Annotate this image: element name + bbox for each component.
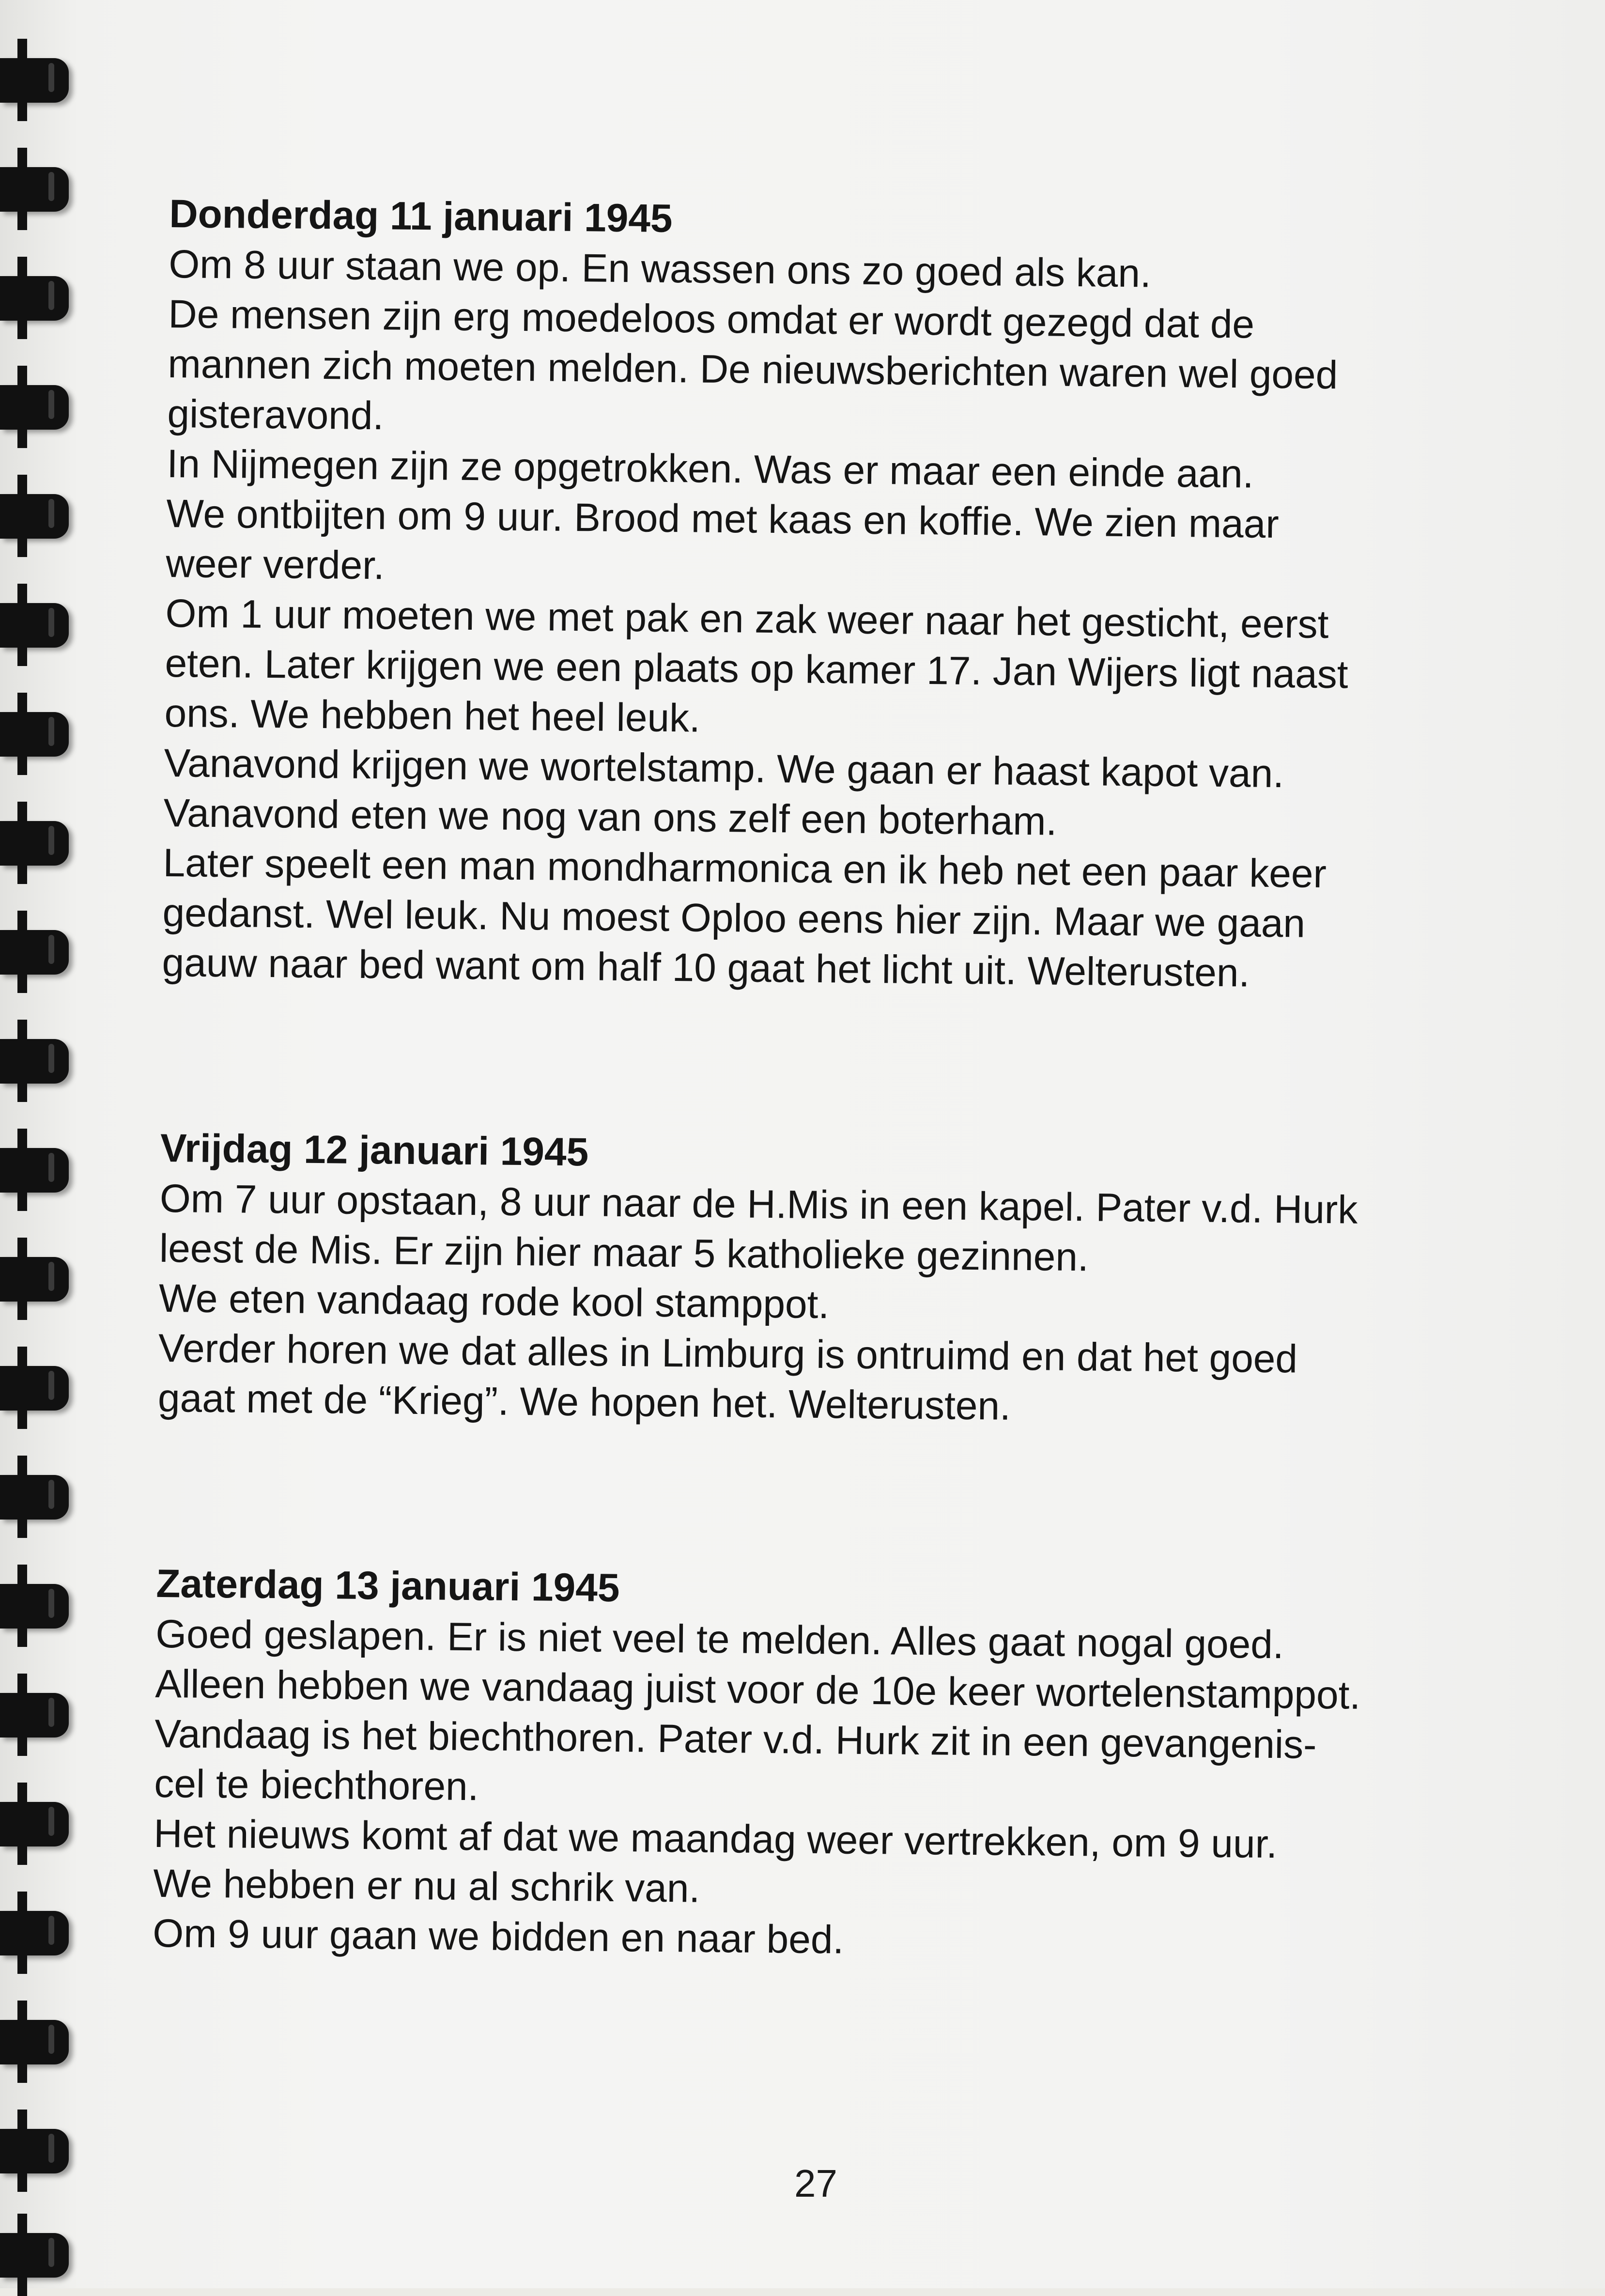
page-number: 27 <box>794 2162 837 2205</box>
entry-line: Vanavond eten we nog van ons zelf een boterham. <box>163 791 1057 844</box>
entry-line: Vanavond krijgen we wortelstamp. We gaan er haast kapot van. <box>164 741 1284 796</box>
entry-line: gauw naar bed want om half 10 gaat het licht uit. Welterusten. <box>162 940 1250 995</box>
entry-line: In Nijmegen zijn ze opgetrokken. Was er maar een einde aan. <box>167 441 1254 496</box>
binding-ring <box>0 2233 69 2278</box>
entry-line: Het nieuws komt af dat we maandag weer vertrekken, om 9 uur. <box>153 1811 1278 1867</box>
binding-ring <box>0 2020 69 2064</box>
binding-ring <box>0 1039 69 1084</box>
binding-ring <box>0 494 69 539</box>
entry-line: We ontbijten om 9 uur. Brood met kaas en koffie. We zien maar <box>166 491 1280 547</box>
entry-line: Later speelt een man mondharmonica en ik heb net een paar keer <box>163 840 1327 896</box>
binding-ring <box>0 603 69 648</box>
binding-ring <box>0 1366 69 1411</box>
binding-ring <box>0 1475 69 1520</box>
binding-ring <box>0 930 69 975</box>
entry-line: Goed geslapen. Er is niet veel te melden. Alles gaat nogal goed. <box>155 1612 1284 1667</box>
entry-line: Om 8 uur staan we op. En wassen ons zo goed als kan. <box>169 242 1152 296</box>
binding-ring <box>0 1802 69 1846</box>
entry-line: leest de Mis. Er zijn hier maar 5 katholieke gezinnen. <box>159 1226 1089 1280</box>
entry-title: Vrijdag 12 januari 1945 <box>160 1126 589 1175</box>
entry-line: Om 7 uur opstaan, 8 uur naar de H.Mis in een kapel. Pater v.d. Hurk <box>159 1176 1358 1232</box>
entry-line: De mensen zijn erg moedeloos omdat er wordt gezegd dat de <box>168 292 1255 347</box>
diary-entry <box>162 189 1526 1001</box>
binding-ring <box>0 1148 69 1193</box>
entry-line: Alleen hebben we vandaag juist voor de 10e keer wortelenstamppot. <box>154 1661 1361 1718</box>
binding-ring <box>0 58 69 103</box>
spiral-binding <box>0 0 73 2288</box>
entry-title: Donderdag 11 januari 1945 <box>169 191 673 241</box>
entry-line: We hebben er nu al schrik van. <box>153 1861 700 1911</box>
diary-content <box>151 189 1526 2107</box>
entry-line: gaat met de “Krieg”. We hopen het. Welterusten. <box>157 1376 1011 1428</box>
entry-line: We eten vandaag rode kool stamppot. <box>158 1276 830 1327</box>
binding-ring <box>0 821 69 866</box>
diary-entry <box>153 1559 1512 1971</box>
entry-line: mannen zich moeten melden. De nieuwsberichten waren wel goed <box>168 341 1338 398</box>
entry-line: cel te biechthoren. <box>154 1761 479 1809</box>
binding-ring <box>0 1584 69 1629</box>
binding-ring <box>0 385 69 430</box>
entry-line: ons. We hebben het heel leuk. <box>164 691 701 741</box>
binding-ring <box>0 167 69 212</box>
binding-ring <box>0 1911 69 1955</box>
binding-ring <box>0 2129 69 2173</box>
entry-line: gisteravond. <box>167 391 384 438</box>
entry-title: Zaterdag 13 januari 1945 <box>155 1561 620 1611</box>
entry-line: Om 1 uur moeten we met pak en zak weer naar het gesticht, eerst <box>165 591 1329 647</box>
binding-ring <box>0 276 69 321</box>
diary-entry <box>158 1123 1517 1436</box>
entry-line: weer verder. <box>166 541 385 588</box>
entry-line: Om 9 uur gaan we bidden en naar bed. <box>152 1911 844 1962</box>
binding-ring <box>0 1257 69 1302</box>
entry-line: Vandaag is het biechthoren. Pater v.d. Hurk zit in een gevangenis- <box>154 1711 1317 1767</box>
entry-line: gedanst. Wel leuk. Nu moest Oploo eens hier zijn. Maar we gaan <box>162 890 1306 946</box>
binding-ring <box>0 1693 69 1738</box>
binding-ring <box>0 712 69 757</box>
entry-line: Verder horen we dat alles in Limburg is ontruimd en dat het goed <box>158 1326 1298 1381</box>
entry-line: eten. Later krijgen we een plaats op kamer 17. Jan Wijers ligt naast <box>165 641 1348 697</box>
